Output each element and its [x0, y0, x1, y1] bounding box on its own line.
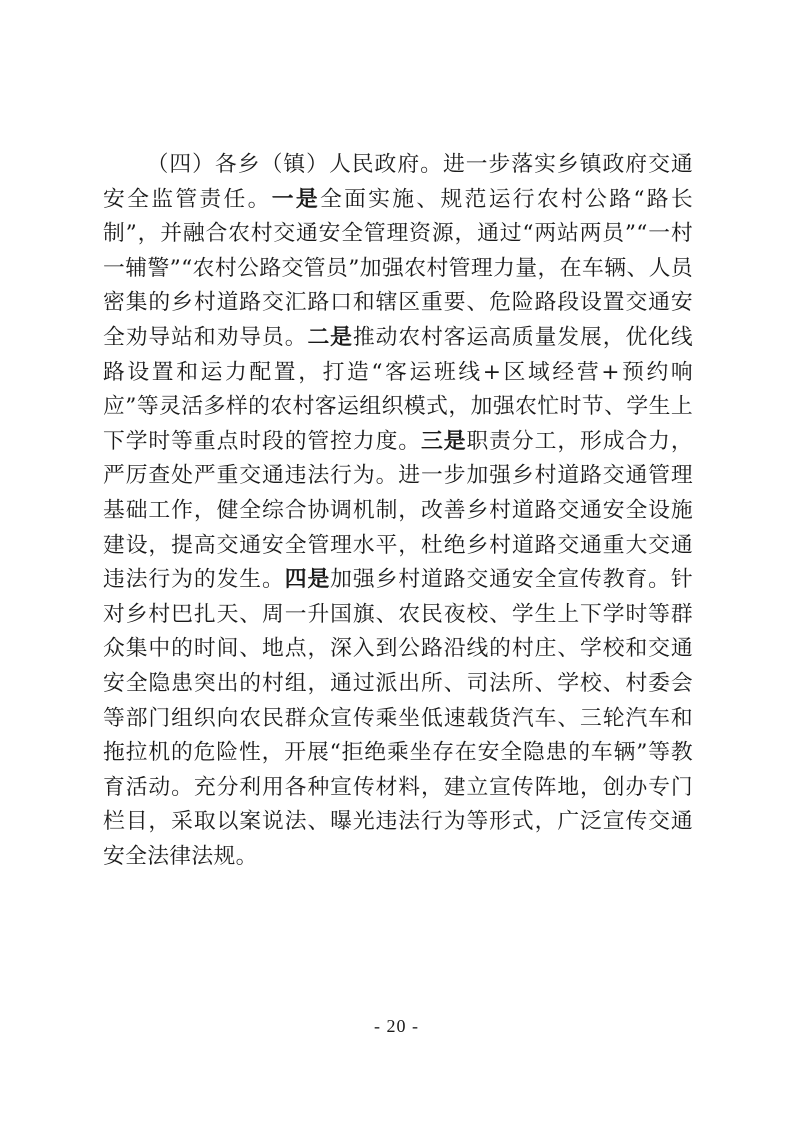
- point-marker-three: 三是: [421, 428, 467, 454]
- point-marker-one: 一是: [271, 186, 320, 212]
- body-paragraph: [103, 148, 693, 874]
- paragraph-run-point-one: 全面实施、规范运行农村公路“路长制”，并融合农村交通安全管理资源，通过“两站两员”“一村一辅警”“农村公路交管员”加强农村管理力量，在车辆、人员密集的乡村道路交汇路口和辖区重要、危险路段设置交通安全劝导站和劝导员。: [103, 186, 693, 350]
- paragraph-run-point-four: 加强乡村道路交通安全宣传教育。针对乡村巴扎天、周一升国旗、农民夜校、学生上下学时等群众集中的时间、地点，深入到公路沿线的村庄、学校和交通安全隐患突出的村组，通过派出所、司法所、学校、村委会等部门组织向农民群众宣传乘坐低速载货汽车、三轮汽车和拖拉机的危险性，开展“拒绝乘坐存在安全隐患的车辆”等教育活动。充分利用各种宣传材料，建立宣传阵地，创办专门栏目，采取以案说法、曝光违法行为等形式，广泛宣传交通安全法律法规。: [103, 567, 693, 869]
- paragraph-run-point-three: 职责分工，形成合力，严厉查处严重交通违法行为。进一步加强乡村道路交通管理基础工作，健全综合协调机制，改善乡村道路交通安全设施建设，提高交通安全管理水平，杜绝乡村道路交通重大交通违法行为的发生。: [103, 428, 693, 593]
- page-number: - 20 -: [374, 1016, 419, 1036]
- point-marker-two: 二是: [307, 324, 353, 350]
- paragraph-run-point-two: 推动农村客运高质量发展，优化线路设置和运力配置，打造“客运班线+区域经营+预约响应”等灵活多样的农村客运组织模式，加强农忙时节、学生上下学时等重点时段的管控力度。: [103, 324, 693, 454]
- point-marker-four: 四是: [284, 567, 331, 593]
- paragraph-run-intro: （四）各乡（镇）人民政府。进一步落实乡镇政府交通安全监管责任。: [103, 152, 693, 212]
